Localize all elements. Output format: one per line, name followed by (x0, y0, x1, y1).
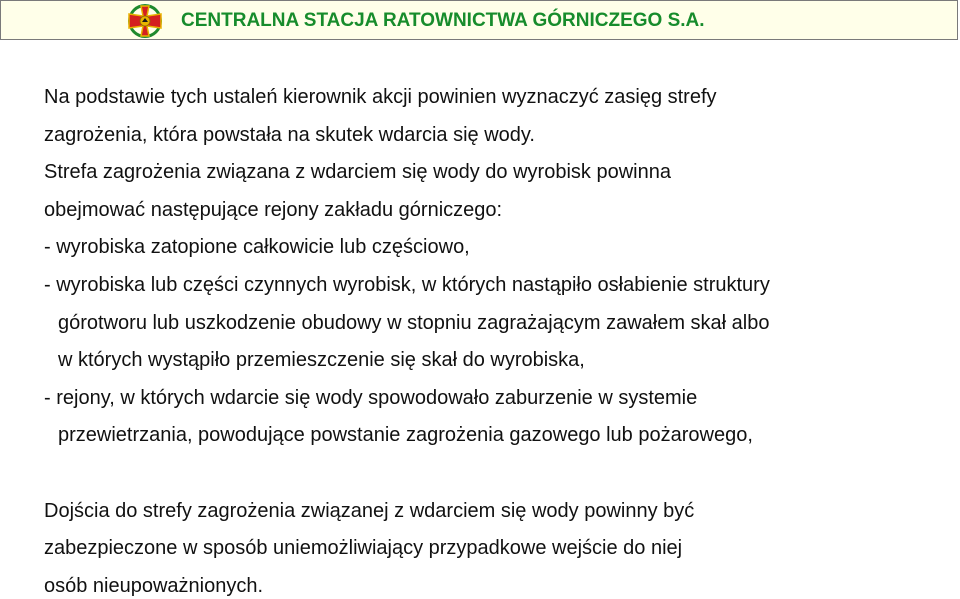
list-item-continuation: przewietrzania, powodujące powstanie zagrożenia gazowego lub pożarowego, (58, 424, 753, 447)
list-item: - rejony, w których wdarcie się wody spowodowało zaburzenie w systemie (44, 386, 698, 409)
paragraph-gap (44, 455, 944, 493)
list-item: - wyrobiska zatopione całkowicie lub częściowo, (44, 236, 470, 259)
header-bar (0, 0, 958, 40)
text-line: Strefa zagrożenia związana z wdarciem się wody do wyrobisk powinna (44, 161, 671, 184)
text-line: osób nieupoważnionych. (44, 574, 264, 597)
text-line: Dojścia do strefy zagrożenia związanej z wdarciem się wody powinny być (44, 499, 695, 522)
text-line: Na podstawie tych ustaleń kierownik akcji powinien wyznaczyć zasięg strefy (44, 86, 717, 108)
list-item: - wyrobiska lub części czynnych wyrobisk, w których nastąpiło osłabienie struktury (44, 273, 770, 296)
list-item-continuation: w których wystąpiło przemieszczenie się skał do wyrobiska, (58, 349, 585, 372)
text-line: zabezpieczone w sposób uniemożliwiający przypadkowe wejście do niej (44, 537, 683, 560)
text-line: zagrożenia, która powstała na skutek wdarcia się wody. (44, 123, 535, 146)
document-body (44, 79, 944, 599)
header-title: CENTRALNA STACJA RATOWNICTWA GÓRNICZEGO S.A. (181, 10, 705, 31)
text-line: obejmować następujące rejony zakładu górniczego: (44, 198, 503, 221)
list-item-continuation: górotworu lub uszkodzenie obudowy w stopniu zagrażającym zawałem skał albo (58, 311, 770, 334)
rescue-cross-emblem-icon (125, 2, 165, 40)
